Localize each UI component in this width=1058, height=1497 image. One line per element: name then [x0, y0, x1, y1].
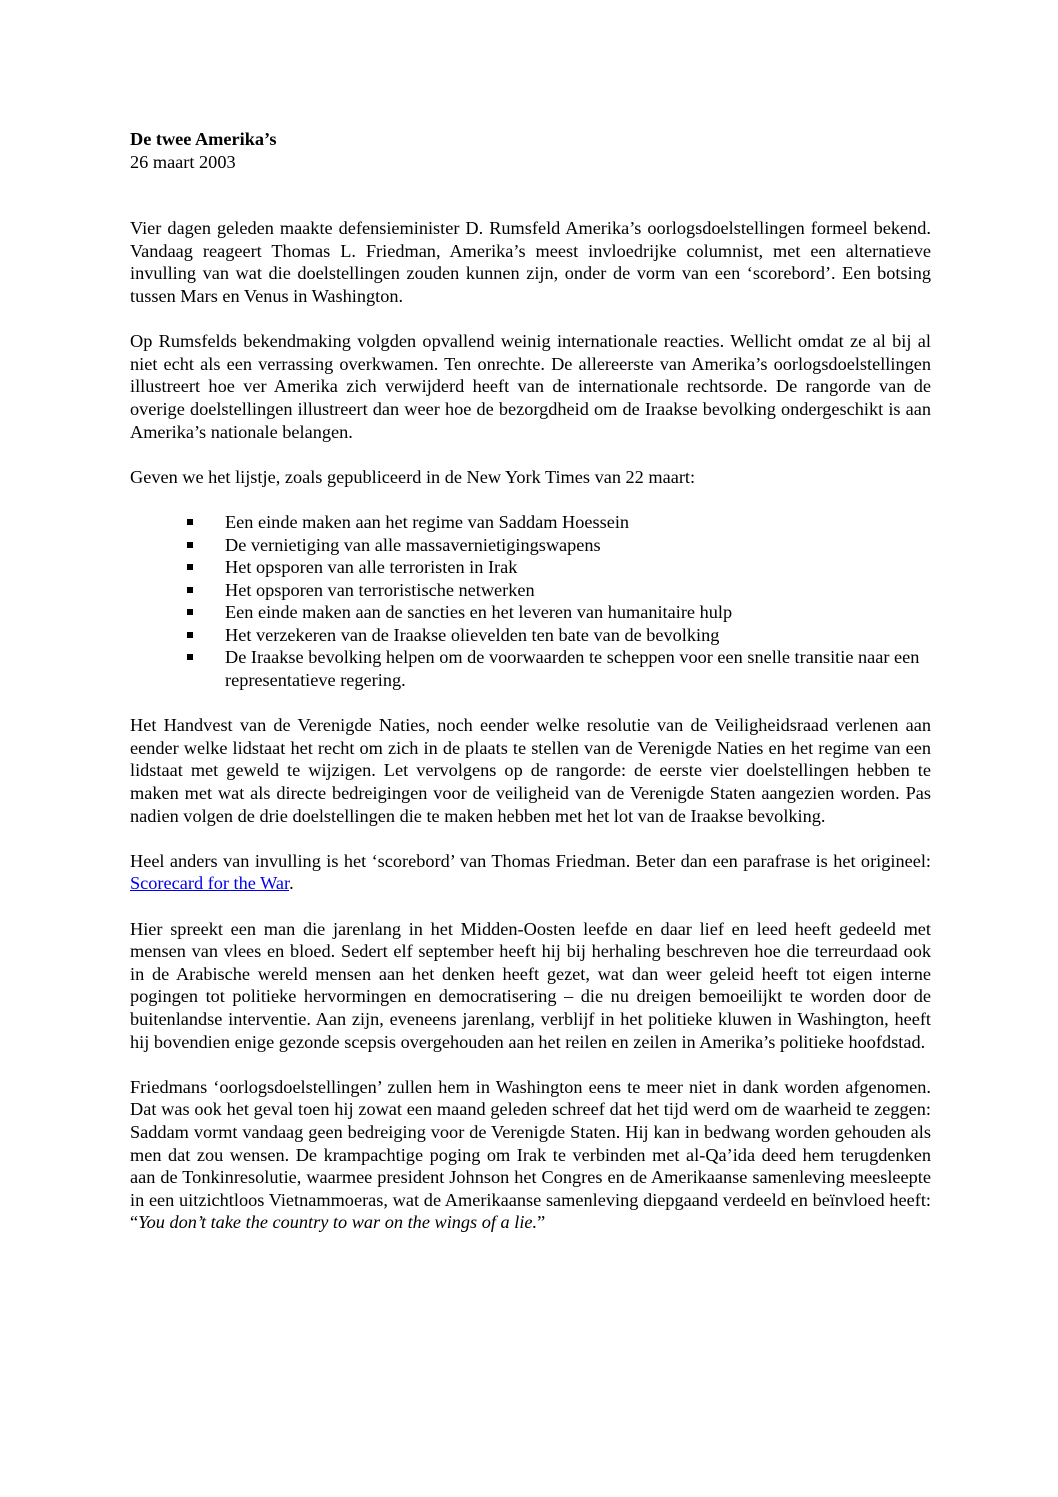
square-bullet-icon — [187, 542, 193, 548]
list-item — [225, 556, 931, 579]
paragraph-handvest: Het Handvest van de Verenigde Naties, noch eender welke resolutie van de Veiligheidsraad verlenen aan eender welke lidstaat het recht om zich in de plaats te stellen van de Verenigde Naties en het regime van een lidstaat met geweld te wijzigen. Let vervolgens op de rangorde: de eerste vier doelstellingen hebben te maken met wat als directe bedreigingen voor de veiligheid van de Verenigde Staten aangezien worden. Pas nadien volgen de drie doelstellingen die te maken hebben met het lot van de Iraakse bevolking. — [130, 715, 931, 826]
list-item-text: De vernietiging van alle massavernietigingswapens — [225, 534, 601, 555]
list-item — [225, 624, 931, 647]
paragraph-intro: Vier dagen geleden maakte defensieminister D. Rumsfeld Amerika’s oorlogsdoelstellingen formeel bekend. Vandaag reageert Thomas L. Friedman, Amerika’s meest invloedrijke columnist, met een alternatieve invulling van wat die doelstellingen zouden kunnen zijn, onder de vorm van een ‘scorebord’. Een botsing tussen Mars en Venus in Washington. — [130, 218, 931, 306]
list-item-text: Het opsporen van terroristische netwerken — [225, 579, 535, 600]
document-page — [130, 128, 931, 1257]
paragraph-text: Friedmans ‘oorlogsdoelstellingen’ zullen hem in Washington eens te meer niet in dank worden afgenomen. Dat was ook het geval toen hij zowat een maand geleden schreef dat het tijd werd om de waarheid te zeggen: Saddam vormt vandaag geen bedreiging voor de Verenigde Staten. Hij kan in bedwang worden gehouden als men dat zou wensen. De krampachtige poging om Irak te verbinden met al-Qa’ida deed hem terugdenken aan de Tonkinresolutie, waarmee president Johnson het Congres en de Amerikaanse samenleving meesleepte in een uitzichtloos Vietnammoeras, wat de Amerikaanse samenleving diepgaand verdeeld en beïnvloed heeft: “ — [130, 1076, 931, 1233]
list-item — [225, 601, 931, 624]
square-bullet-icon — [187, 654, 193, 660]
list-item — [225, 534, 931, 557]
paragraph-text: Heel anders van invulling is het ‘scorebord’ van Thomas Friedman. Beter dan een parafrase is het origineel: — [130, 850, 931, 871]
paragraph-friedmans — [130, 1076, 931, 1234]
italic-quote: You don’t take the country to war on the wings of a lie. — [138, 1212, 538, 1233]
paragraph-text: . — [289, 873, 294, 894]
paragraph-text: ” — [537, 1212, 546, 1233]
paragraph-scorebord — [130, 850, 931, 895]
document-date: 26 maart 2003 — [130, 151, 236, 172]
list-item — [225, 646, 931, 691]
list-item — [225, 511, 931, 534]
paragraph-reacties: Op Rumsfelds bekendmaking volgden opvallend weinig internationale reacties. Wellicht omdat ze al bij al niet echt als een verrassing overkwamen. Ten onrechte. De allereerste van Amerika’s oorlogsdoelstellingen illustreert hoe ver Amerika zich verwijderd heeft van de internationale rechtsorde. De rangorde van de overige doelstellingen illustreert dan weer hoe de bezorgdheid om de Iraakse bevolking ondergeschikt is aan Amerika’s nationale belangen. — [130, 331, 931, 442]
square-bullet-icon — [187, 564, 193, 570]
square-bullet-icon — [187, 519, 193, 525]
list-item-text: Een einde maken aan de sancties en het leveren van humanitaire hulp — [225, 602, 733, 623]
square-bullet-icon — [187, 587, 193, 593]
paragraph-lijstje: Geven we het lijstje, zoals gepubliceerd in de New York Times van 22 maart: — [130, 466, 696, 487]
square-bullet-icon — [187, 632, 193, 638]
scorecard-link[interactable]: Scorecard for the War — [130, 873, 290, 894]
list-item-text: De Iraakse bevolking helpen om de voorwaarden te scheppen voor een snelle transitie naar een representatieve regering. — [225, 647, 920, 691]
square-bullet-icon — [187, 609, 193, 615]
list-item — [225, 579, 931, 602]
list-item-text: Het opsporen van alle terroristen in Irak — [225, 557, 518, 578]
list-item-text: Een einde maken aan het regime van Saddam Hoessein — [225, 511, 630, 532]
list-item-text: Het verzekeren van de Iraakse olievelden ten bate van de bevolking — [225, 624, 720, 645]
paragraph-midden-oosten: Hier spreekt een man die jarenlang in het Midden-Oosten leefde en daar lief en leed heeft gedeeld met mensen van vlees en bloed. Sedert elf september heeft hij bij herhaling beschreven hoe die terreurdaad ook in de Arabische wereld mensen aan het denken heeft gezet, wat dan weer geleid heeft tot eigen interne pogingen tot politieke hervormingen en democratisering – die nu dreigen bemoeilijkt te worden door de buitenlandse interventie. Aan zijn, eveneens jarenlang, verblijf in het politieke kluwen in Washington, heeft hij bovendien enige gezonde scepsis overgehouden aan het reilen en zeilen in Amerika’s politieke hoofdstad. — [130, 918, 931, 1052]
document-title: De twee Amerika’s — [130, 129, 277, 149]
goals-list — [130, 511, 931, 692]
